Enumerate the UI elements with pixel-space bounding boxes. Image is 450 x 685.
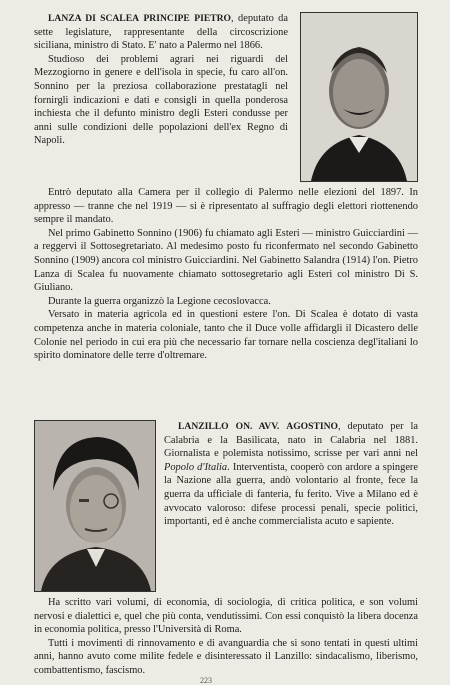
portrait-photo-lanzillo xyxy=(34,420,156,592)
entry-paragraph: Entrò deputato alla Camera per il collegio di Palermo nelle elezioni del 1897. In appresso — tranne che nel 1919 — si è ripresentato al suffragio degli elettori riottenendo sempre il mandato. xyxy=(34,187,418,226)
entry-paragraph: Studioso dei problemi agrari nei riguardi del Mezzogiorno in genere e dell'isola in specie, fu caro all'on. Sonnino per la preziosa collaborazione prestatagli nel fornirgli indicazioni e dati e consigli in quella ponderosa inchiesta che il defunto ministro degli Esteri condusse per anni sulle condizioni delle popolazioni dell'ex Regno di Napoli. xyxy=(34,53,288,147)
entry-paragraph: Nel primo Gabinetto Sonnino (1906) fu chiamato agli Esteri — ministro Guicciardini — a reggervi il Sottosegretariato. Al medesimo posto fu riconfermato nel secondo Gabinetto Sonnino (1909) ancora col ministro Guicciardini. Nel Gabinetto Salandra (1914) l'on. Pietro Lanza di Scalea fu nuovamente chiamato sottosegretario agli Esteri col ministro Di S. Giuliano. xyxy=(34,227,418,294)
entry-paragraph: Versato in materia agricola ed in questioni estere l'on. Di Scalea è dotato di vasta competenza anche in materia coloniale, tanto che il Duce volle affidargli il Dicastero delle Colonie nel periodo in cui era più che necessario far tornare nella coscienza degl'italiani lo spirito dominatore delle terre d'oltremare. xyxy=(34,309,418,362)
entry-paragraph: Ha scritto vari volumi, di economia, di sociologia, di critica politica, e son volumi nervosi e dialettici e, quel che più conta, vendutissimi. Con essi conquistò la libera docenza in economia politica, presso l'Università di Roma. xyxy=(34,597,418,636)
entry-title: PRINCIPE xyxy=(143,13,190,24)
page-number: 223 xyxy=(200,676,212,685)
entry-lanza-di-scalea-body xyxy=(34,186,418,363)
entry-name: LANZA DI SCALEA xyxy=(48,13,140,24)
entry-intro-text: , deputato per la Calabria e la Basilicata, nato in Calabria nel 1881. Giornalista e polemista notissimo, scrisse per vari anni nel xyxy=(164,421,418,460)
entry-intro-text: , deputato da sette legislature, rappresentante della circoscrizione siciliana, ministro di Stato. E' nato a Palermo nel 1866. xyxy=(34,13,288,52)
portrait-photo-lanza-di-scalea xyxy=(300,12,418,182)
entry-title: ON. AVV. xyxy=(235,421,280,432)
entry-intro-text: . Interventista, cooperò con ardore a spingere la Nazione alla guerra, andò volontario al fronte, fece la guerra da ufficiale di fanteria, fu ferito. Vive a Milano ed è avvocato valoroso: difese processi penali, specie politici, importanti, ed è anche commercialista acuto e sapiente. xyxy=(164,461,418,528)
entry-paragraph: Tutti i movimenti di rinnovamento e di avanguardia che si sono tentati in questi ultimi anni, hanno avuto come milite fedele e disinteressato il Lanzillo: sindacalismo, liberismo, combattentismo, fascismo. xyxy=(34,637,418,676)
entry-lanzillo-body xyxy=(34,596,418,678)
entry-firstname: PIETRO xyxy=(194,13,232,24)
entry-lanza-di-scalea-intro xyxy=(34,12,288,148)
entry-firstname: AGOSTINO xyxy=(286,421,338,432)
newspaper-title: Popolo d'Italia xyxy=(164,461,228,473)
entry-name: LANZILLO xyxy=(178,421,229,432)
entry-lanzillo-intro xyxy=(164,420,418,529)
entry-paragraph: Durante la guerra organizzò la Legione cecoslovacca. xyxy=(48,295,271,307)
